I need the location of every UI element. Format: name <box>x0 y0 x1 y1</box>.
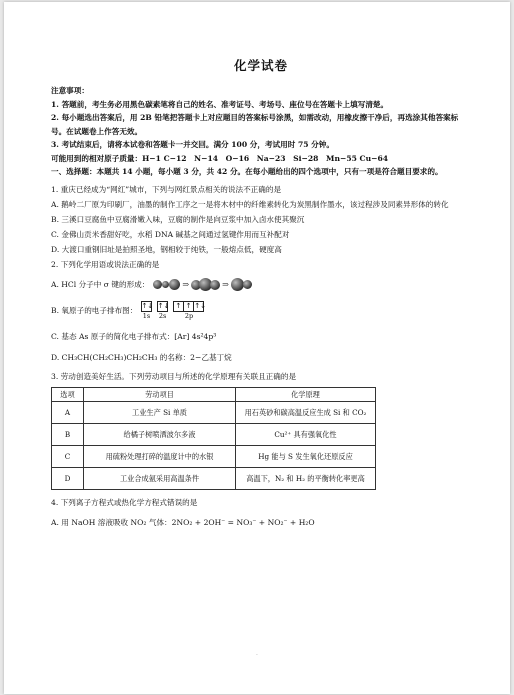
arrow-right-icon: ⇒ <box>182 280 190 289</box>
cl-p-orbital-lobe-icon <box>169 279 180 290</box>
cl-p-orbital-lobe-icon <box>162 281 169 288</box>
q1-option-a: A. 鹅岭二厂原为印刷厂，油墨的制作工序之一是将木材中的纤维素转化为炭黑制作墨水，该过程涉及同素异形体的转化 <box>51 200 449 209</box>
arrow-right-icon: ⇒ <box>222 280 229 289</box>
table-cell: A <box>52 402 84 424</box>
table-cell: B <box>52 424 84 446</box>
document-content <box>51 56 471 531</box>
table-row <box>52 402 376 424</box>
q1-option-b: B. 三溪口豆腐鱼中豆腐滑嫩入味，豆腐的制作是向豆浆中加入卤水使其聚沉 <box>51 215 305 224</box>
electron-orbital-diagram <box>141 301 207 320</box>
table-cell: 给橘子树喷洒波尔多液 <box>84 424 236 446</box>
q4-option-a: A. 用 NaOH 溶液吸收 NO₂ 气体：2NO₂ + 2OH⁻ = NO₃⁻ + NO₂⁻ + H₂O <box>51 517 315 527</box>
table-cell: Cu²⁺ 具有强氧化性 <box>236 424 376 446</box>
table-header-cell: 化学原理 <box>236 388 376 402</box>
q3-stem: 3. 劳动创造美好生活。下列劳动项目与所述的化学原理有关联且正确的是 <box>51 371 297 381</box>
table-row <box>52 468 376 490</box>
q1-option-c: C. 金佛山贡米香甜好吃，水稻 DNA 碱基之间通过氢键作用而互补配对 <box>51 230 290 239</box>
hcl-molecule-orbital-icon <box>231 278 244 291</box>
q2-option-a <box>51 274 471 296</box>
orbital-box: ↑ <box>183 301 194 312</box>
section1-heading: 一、选择题：本题共 14 小题，每小题 3 分，共 42 分。在每小题给出的四个选项中，只有一项是符合题目要求的。 <box>51 167 443 176</box>
table-header-cell: 选项 <box>52 388 84 402</box>
table-cell: 工业合成氨采用高温条件 <box>84 468 236 490</box>
table-cell: 用石英砂和碳高温反应生成 Si 和 CO₂ <box>236 402 376 424</box>
notice-item-2: 2. 每小题选出答案后，用 2B 铅笔把答题卡上对应题目的答案标号涂黑，如需改动，用橡皮擦干净后，再选涂其他答案标号。在试题卷上作答无效。 <box>51 113 459 136</box>
q1-stem: 1. 重庆已经成为“网红”城市，下列与网红景点相关的说法不正确的是 <box>51 184 282 194</box>
q2-option-c: C. 基态 As 原子的简化电子排布式：[Ar] 4s²4p³ <box>51 331 217 341</box>
q4-stem: 4. 下列离子方程式或热化学方程式错误的是 <box>51 498 198 507</box>
orbital-box: ↑ <box>173 301 184 312</box>
table-row <box>52 446 376 468</box>
hcl-molecule-orbital-icon <box>243 280 252 289</box>
q2-option-d: D. CH₃CH(CH₂CH₃)CH₂CH₃ 的名称：2−乙基丁烷 <box>51 352 232 362</box>
orbital-label: 1s <box>142 312 151 320</box>
sigma-bond-diagram-icon <box>153 278 251 291</box>
page-dot: · <box>256 652 258 659</box>
orbital-box: ↑↓ <box>141 302 154 310</box>
q3-table <box>51 387 376 490</box>
page-title: 化学试卷 <box>233 58 288 73</box>
notice-item-3: 3. 考试结束后，请将本试卷和答题卡一并交回。满分 100 分，考试用时 75 分钟。 <box>51 140 334 149</box>
orbital-label: 2p <box>184 312 194 320</box>
q1-option-d: D. 大渡口重钢旧址是拍照圣地，钢相较于纯铁，一般熔点低，硬度高 <box>51 245 282 254</box>
table-header-cell: 劳动项目 <box>84 388 236 402</box>
notice-heading: 注意事项： <box>51 86 89 95</box>
table-cell: 工业生产 Si 单质 <box>84 402 236 424</box>
document-page <box>4 2 510 694</box>
orbital-label: 2s <box>158 312 167 320</box>
q2-stem: 2. 下列化学用语或说法正确的是 <box>51 260 160 269</box>
table-cell: 用硫粉处理打碎的温度计中的水银 <box>84 446 236 468</box>
notice-item-1: 1. 答题前，考生务必用黑色碳素笔将自己的姓名、准考证号、考场号、座位号在答题卡上填写清楚。 <box>51 99 389 109</box>
orbital-box: ↑↓ <box>157 302 170 310</box>
q2-option-b-text: B. 氧原子的电子排布图： <box>51 306 138 315</box>
table-cell: 高温下，N₂ 和 H₂ 的平衡转化率更高 <box>236 468 376 490</box>
q2-option-a-text: A. HCl 分子中 σ 键的形成： <box>51 280 150 289</box>
overlap-orbital-icon <box>210 280 220 290</box>
table-header-row <box>52 388 376 402</box>
table-cell: C <box>52 446 84 468</box>
q2-option-b <box>51 298 471 324</box>
atomic-masses: 可能用到的相对原子质量：H−1 C−12 N−14 O−16 Na−23 Si−28 Mn−55 Cu−64 <box>51 153 389 163</box>
table-cell: Hg 能与 S 发生氧化还原反应 <box>236 446 376 468</box>
table-cell: D <box>52 468 84 490</box>
table-row <box>52 424 376 446</box>
h-orbital-icon <box>153 280 162 289</box>
orbital-box: ↑↓ <box>194 302 207 310</box>
